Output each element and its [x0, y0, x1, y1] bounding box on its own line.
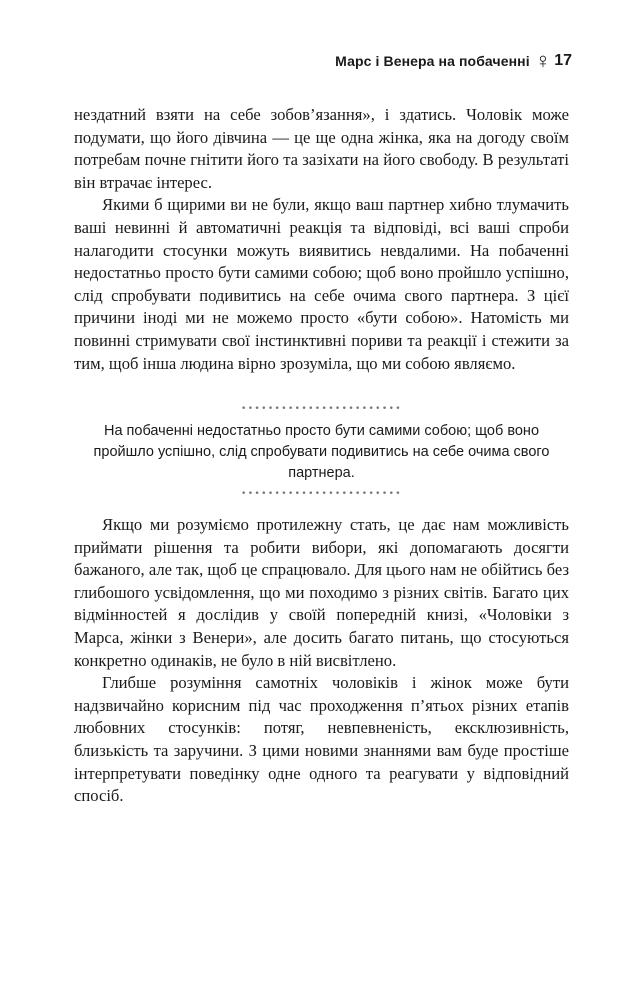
- body-text-bottom: [74, 514, 569, 808]
- page-number: 17: [554, 52, 572, 69]
- dotted-divider-top: ••••••••••••••••••••••••: [240, 404, 402, 414]
- body-text-top: [74, 104, 569, 375]
- pull-quote-text: На побаченні недостатньо просто бути самими собою; щоб воно пройшло успішно, слід спробувати подивитись на себе очима свого партнера.: [93, 423, 550, 481]
- dotted-divider-bottom: ••••••••••••••••••••••••: [240, 489, 402, 499]
- venus-symbol-icon: ♀: [534, 48, 552, 73]
- paragraph: Якими б щирими ви не були, якщо ваш партнер хибно тлумачить ваші невинні й автоматичні реакція та відповіді, всі ваші спроби налагодити стосунки можуть виявитись невдалими. На побаченні недостатньо просто бути самими собою; щоб воно пройшло успішно, слід спробувати подивитись на себе очима свого партнера. З цієї причини іноді ми не можемо просто «бути собою». Натомість ми повинні стримувати свої інстинктивні пориви та реакції і стежити за тим, щоб інша людина вірно зрозуміла, що ми собою являємо.: [74, 195, 569, 373]
- running-title: Марс і Венера на побаченні: [335, 53, 530, 69]
- paragraph: нездатний взяти на себе зобов’язання», і здатись. Чоловік може подумати, що його дівчина — це ще одна жінка, яка на догоду своїм потребам почне гнітити його та зазіхати на його свободу. В результаті він втрачає інтерес.: [74, 105, 569, 192]
- pull-quote: [74, 403, 569, 500]
- running-header: [335, 50, 572, 72]
- paragraph: Якщо ми розуміємо протилежну стать, це дає нам можливість приймати рішення та робити вибори, які допомагають досягти бажаного, але так, щоб це спрацювало. Для цього нам не обійтись без глибошого усвідомлення, що ми походимо з різних світів. Багато цих відмінностей я дослідив у своїй попередній книзі, «Чоловіки з Марса, жінки з Венери», але досить багато питань, що стосуються конкретно одинаків, не було в ній висвітлено.: [74, 515, 569, 670]
- paragraph: Глибше розуміння самотніх чоловіків і жінок може бути надзвичайно корисним під час проходження п’ятьох різних етапів любовних стосунків: потяг, невпевненість, ексклюзивність, близькість та заручини. З цими новими знаннями вам буде простіше інтерпретувати поведінку одне одного та реагувати у відповідний спосіб.: [74, 673, 569, 806]
